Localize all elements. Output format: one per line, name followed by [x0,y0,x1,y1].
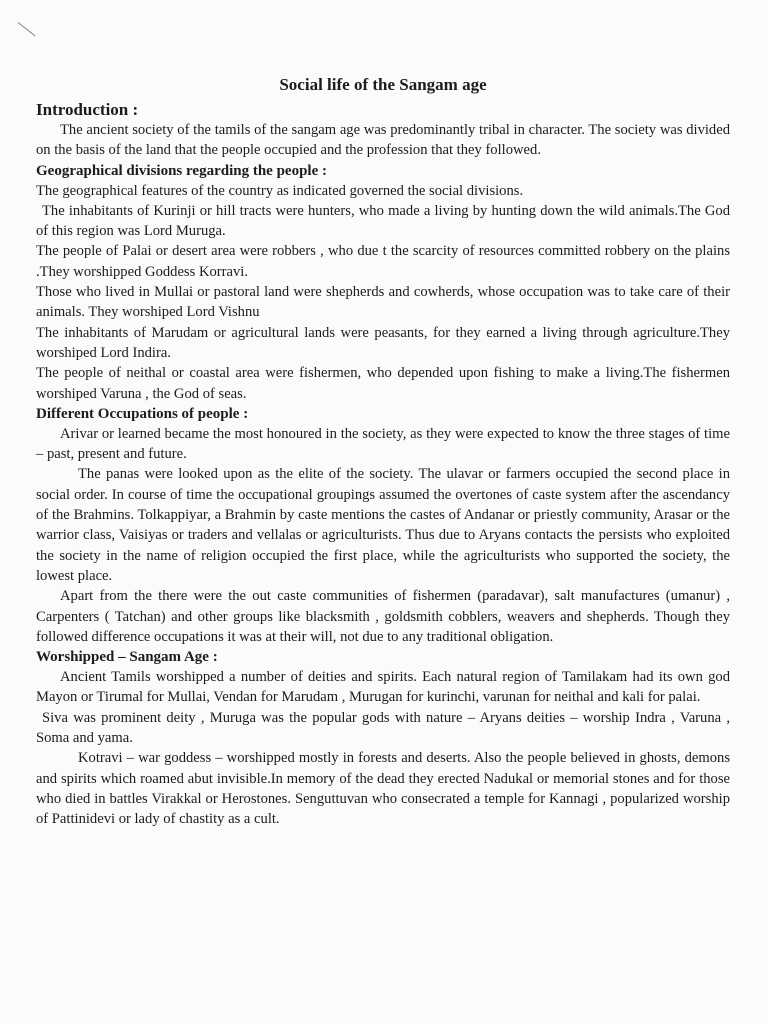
section-heading-introduction: Introduction : [36,100,139,119]
paragraph: Those who lived in Mullai or pastoral land were shepherds and cowherds, whose occupation was to take care of their animals. They worshiped Lord Vishnu [36,284,730,321]
document-title: Social life of the Sangam age [279,75,487,94]
paragraph: Ancient Tamils worshipped a number of deities and spirits. Each natural region of Tamilakam had its own god Mayon or Tirumal for Mullai, Vendan for Marudam , Murugan for kurinchi, varunan for neithal and kali for palai. [36,669,730,706]
paragraph: The geographical features of the country as indicated governed the social divisions. [36,182,524,199]
paragraph: Apart from the there were the out caste communities of fishermen (paradavar), salt manufactures (umanur) , Carpenters ( Tatchan) and other groups like blacksmith , goldsmith cobblers, weavers and shepherds. Though they followed difference occupations it was at their will, not due to any traditional obligation. [36,588,730,645]
paragraph: The panas were looked upon as the elite of the society. The ulavar or farmers occupied the second place in social order. In course of time the occupational groupings assumed the overtones of caste system after the ascendancy of the Brahmins. Tolkappiyar, a Brahmin by caste mentions the castes of Andanar or priestly community, Arasar or the warrior class, Vaisiyas or traders and vellalas or agriculturists. Thus due to Aryans contacts the persists who exploited the society in the name of religion occupied the first place, while the agriculturists who supported the society, the lowest place. [36,466,730,584]
paragraph: Kotravi – war goddess – worshipped mostly in forests and deserts. Also the people believed in ghosts, demons and spirits which roamed abut invisible.In memory of the dead they erected Nadukal or memorial stones and for those who died in battles Virakkal or Herostones. Senguttuvan who consecrated a temple for Kannagi , popularized worship of Pattinidevi or lady of chastity as a cult. [36,750,730,828]
paragraph: The inhabitants of Kurinji or hill tracts were hunters, who made a living by hunting down the wild animals.The God of this region was Lord Muruga. [36,202,730,240]
paragraph: The ancient society of the tamils of the sangam age was predominantly tribal in character. The society was divided on the basis of the land that the people occupied and the profession that they followed. [36,122,730,159]
section-heading-geographical-divisions: Geographical divisions regarding the people : [36,162,327,179]
paragraph: The people of Palai or desert area were robbers , who due t the scarcity of resources committed robbery on the plains .They worshipped Goddess Korravi. [36,243,730,280]
paragraph: The inhabitants of Marudam or agricultural lands were peasants, for they earned a living through agriculture.They worshiped Lord Indira. [36,324,730,361]
section-heading-different-occupations: Different Occupations of people : [36,405,249,422]
paragraph: Siva was prominent deity , Muruga was the popular gods with nature – Aryans deities – worship Indra , Varuna , Soma and yama. [36,709,730,747]
scan-mark [18,22,36,36]
paragraph: The people of neithal or coastal area were fishermen, who depended upon fishing to make a living.The fishermen worshiped Varuna , the God of seas. [36,365,730,402]
paragraph: Arivar or learned became the most honoured in the society, as they were expected to know the three stages of time – past, present and future. [36,425,730,463]
section-heading-worshipped: Worshipped – Sangam Age : [36,649,218,666]
document-page [36,74,730,830]
